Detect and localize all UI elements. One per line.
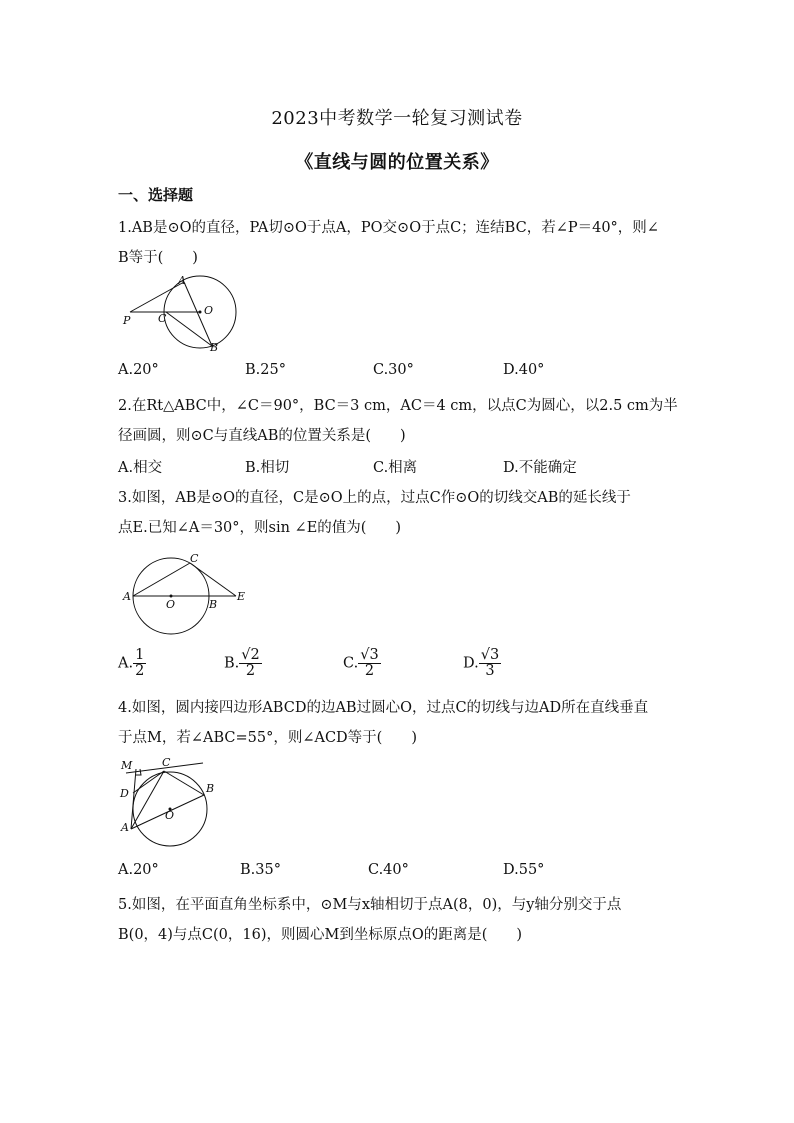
q2-option-b: B.相切 xyxy=(245,460,290,476)
q3-line-ac xyxy=(133,563,190,596)
q2-stem-line2: 径画圆，则⊙C与直线AB的位置关系是( ) xyxy=(118,428,406,444)
q4-label-a: A xyxy=(121,821,129,834)
q2-option-d: D.不能确定 xyxy=(503,460,577,476)
doc-title: 2023中考数学一轮复习测试卷 xyxy=(271,108,523,129)
q4-label-c: C xyxy=(162,756,171,769)
q3-option-d-sqrt-sign: √ xyxy=(480,647,490,663)
q4-option-d: D.55° xyxy=(503,862,545,878)
q3-option-d-prefix: D. xyxy=(463,655,479,672)
q3-option-a-denominator: 2 xyxy=(135,663,145,680)
q3-option-a-fraction xyxy=(133,648,146,679)
q1-label-o: O xyxy=(204,304,214,317)
q3-option-c-fraction xyxy=(358,648,380,679)
section-heading: 一、选择题 xyxy=(118,186,194,204)
q3-option-b xyxy=(224,648,262,679)
q4-label-m: M xyxy=(121,759,133,772)
q1-label-b: B xyxy=(210,341,219,354)
q4-stem-line2: 于点M，若∠ABC=55°，则∠ACD等于( ) xyxy=(118,730,417,746)
q3-option-b-prefix: B. xyxy=(224,655,240,672)
q3-option-a xyxy=(118,648,146,679)
q3-figure xyxy=(118,548,253,638)
q5-stem-line2: B(0，4)与点C(0，16)，则圆心M到坐标原点O的距离是( ) xyxy=(118,927,523,943)
q4-figure xyxy=(118,755,218,847)
q4-line-dc xyxy=(133,771,164,793)
q1-figure xyxy=(118,272,248,354)
q3-label-c: C xyxy=(190,552,199,565)
q5-stem-line1: 5.如图，在平面直角坐标系中，⊙M与x轴相切于点A(8，0)，与y轴分别交于点 xyxy=(118,897,622,913)
q2-option-c: C.相离 xyxy=(373,460,418,476)
q4-label-o: O xyxy=(165,809,175,822)
q3-stem-line2: 点E.已知∠A＝30°，则sin ∠E的值为( ) xyxy=(118,520,402,536)
q1-stem-line2: B等于( ) xyxy=(118,250,198,266)
q2-stem-line1: 2.在Rt△ABC中，∠C＝90°，BC＝3 cm，AC＝4 cm，以点C为圆心，以2.5 cm为半 xyxy=(118,398,678,414)
q1-label-p: P xyxy=(123,314,131,327)
q3-option-c-sqrt-sign: √ xyxy=(360,647,370,663)
q4-option-b: B.35° xyxy=(240,862,281,878)
q3-option-a-prefix: A. xyxy=(118,655,134,672)
q3-option-c-radicand: 3 xyxy=(369,647,379,663)
q3-option-d xyxy=(463,648,501,679)
q1-option-a: A.20° xyxy=(118,362,159,378)
q3-label-b: B xyxy=(209,598,218,611)
q4-label-d: D xyxy=(120,787,129,800)
q1-center-dot xyxy=(199,311,202,314)
q1-label-c: C xyxy=(158,312,167,325)
q2-option-a: A.相交 xyxy=(118,460,163,476)
q1-option-b: B.25° xyxy=(245,362,286,378)
q3-tangent-ce xyxy=(190,563,236,596)
q3-option-a-numerator: 1 xyxy=(135,647,145,663)
q3-label-o: O xyxy=(166,598,176,611)
q3-stem-line1: 3.如图，AB是⊙O的直径，C是⊙O上的点，过点C作⊙O的切线交AB的延长线于 xyxy=(118,490,631,506)
q1-stem-line1: 1.AB是⊙O的直径，PA切⊙O于点A，PO交⊙O于点C；连结BC，若∠P＝40°，则∠ xyxy=(118,220,659,236)
q3-option-d-fraction xyxy=(479,648,501,679)
q4-line-ad xyxy=(131,769,136,829)
q4-label-b: B xyxy=(206,782,215,795)
q4-stem-line1: 4.如图，圆内接四边形ABCD的边AB过圆心O，过点C的切线与边AD所在直线垂直 xyxy=(118,700,649,716)
doc-subtitle: 《直线与圆的位置关系》 xyxy=(295,152,499,173)
q3-option-c-prefix: C. xyxy=(343,655,359,672)
q1-option-d: D.40° xyxy=(503,362,545,378)
q3-option-d-denominator: 3 xyxy=(485,663,495,680)
q4-option-a: A.20° xyxy=(118,862,159,878)
q3-option-b-denominator: 2 xyxy=(245,663,256,680)
q4-option-c: C.40° xyxy=(368,862,409,878)
q3-option-c-denominator: 2 xyxy=(364,663,375,680)
q1-option-c: C.30° xyxy=(373,362,414,378)
q3-option-b-fraction xyxy=(239,648,261,679)
q1-line-pa xyxy=(130,282,184,312)
q3-option-d-radicand: 3 xyxy=(489,647,500,663)
q3-option-b-sqrt-sign: √ xyxy=(241,647,251,663)
q3-option-b-radicand: 2 xyxy=(250,647,260,663)
q1-label-a: A xyxy=(178,274,186,287)
q3-label-a: A xyxy=(123,590,131,603)
q3-label-e: E xyxy=(237,590,246,603)
q3-option-c xyxy=(343,648,381,679)
